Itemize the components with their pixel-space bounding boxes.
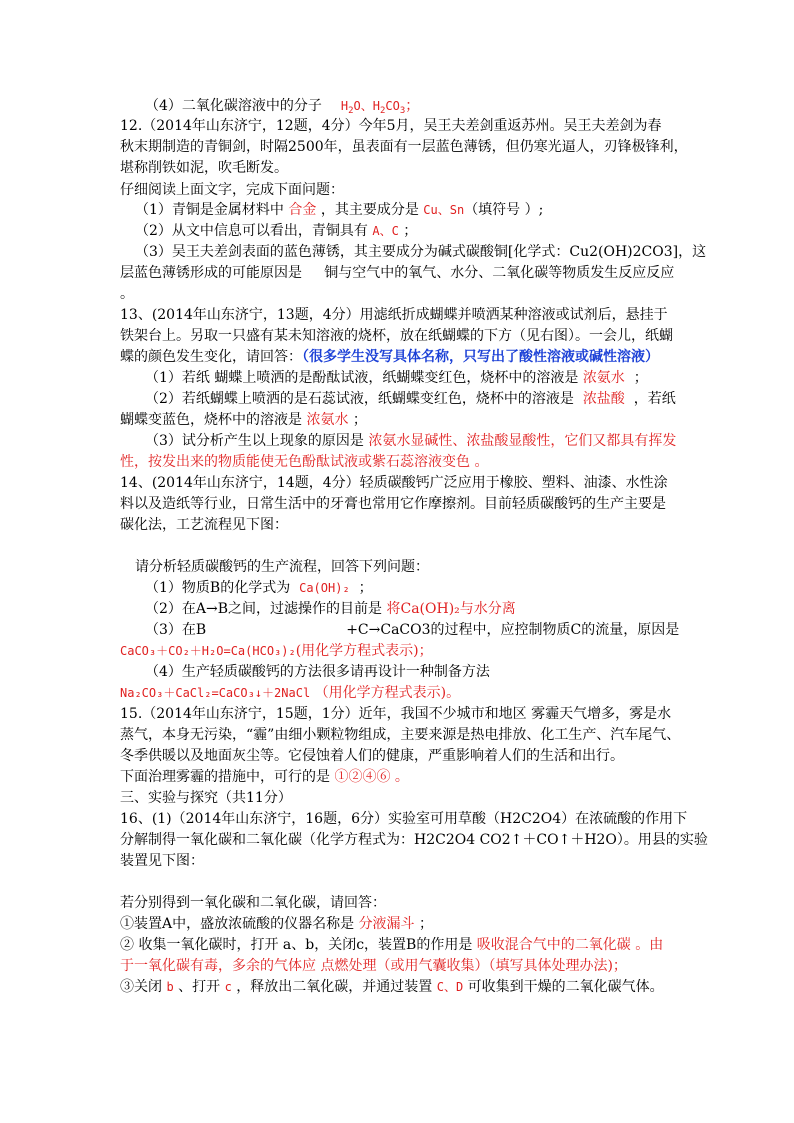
q12-item1-answer1: 合金 (288, 202, 317, 218)
q14-item4: （4）生产轻质碳酸钙的方法很多请再设计一种制备方法 (145, 664, 490, 680)
q15-line4: 下面治理雾霾的措施中，可行的是 ①②④⑥ 。 (120, 769, 409, 785)
q12-item2-answer: A、C (372, 224, 399, 238)
q13-item1: （1）若纸 蝴蝶上喷洒的是酚酞试液，纸蝴蝶变红色，烧杯中的溶液是 浓氨水 ； (145, 370, 648, 386)
section3-title: 三、实验与探究（共11分） (120, 790, 292, 806)
q16-item2-line2: 于一氧化碳有毒，多余的气体应 点燃处理（或用气囊收集）（填写具体处理办法)； (120, 958, 627, 974)
q12-item1: （1）青铜是金属材料中 合金 ，其主要成分是 Cu、Sn（填符号 ）; (135, 202, 544, 218)
q13-item2: （2）若纸蝴蝶上喷洒的是石蕊试液，纸蝴蝶变红色，烧杯中的溶液是 浓盐酸 ，若纸 (145, 391, 676, 407)
q13-item1-answer: 浓氨水 (582, 370, 625, 386)
q13-item3: （3）试分析产生以上现象的原因是 浓氨水显碱性、浓盐酸显酸性，它们又都具有挥发 (145, 433, 677, 449)
q12-line3: 堪称削铁如泥，吹毛断发。 (120, 160, 288, 176)
q14-item2: （2）在A→B之间，过滤操作的目前是 将Ca(OH)₂与水分离 (145, 601, 516, 617)
q11-item4-answer: $H_2O$、$H_2CO_3$ (340, 99, 406, 116)
q16-item3-answer1: b (166, 980, 174, 994)
q16-item1-answer: 分液漏斗 (358, 916, 415, 932)
q16-item2-answer: 吸收混合气中的二氧化碳 (476, 937, 631, 953)
q15-answer: ①②④⑥ (334, 769, 391, 785)
q13-item2-line2: 蝴蝶变蓝色，烧杯中的溶液是 浓氨水 ； (120, 412, 367, 428)
q15-line2: 蒸气，本身无污染，“霾”由细小颗粒物组成，主要来源是热电排放、化工生产、汽车尾气、 (120, 727, 681, 743)
q14-line2: 料以及造纸等行业，日常生活中的牙膏也常用它作摩擦剂。目前轻质碳酸钙的生产主要是 (120, 496, 666, 512)
q16-item2-answer3: 点燃处理（或用气囊收集） (320, 958, 489, 974)
q14-item1: （1）物质B的化学式为 Ca(OH)₂ ； (145, 580, 373, 596)
q13-item2-answer: 浓盐酸 (582, 391, 625, 407)
q14-item1-answer: Ca(OH)₂ (299, 581, 350, 595)
q15-line1: 15.（2014年山东济宁，15题，1分）近年，我国不少城市和地区 雾霾天气增多，雾是水 (120, 706, 672, 722)
q14-item4-line2: Na₂CO₃＋CaCl₂=CaCO₃↓＋2NaCl （用化学方程式表示)。 (120, 685, 461, 701)
q12-line2: 秋末期制造的青铜剑，时隔2500年，虽表面有一层蓝色薄锈，但仍寒光逼人，刃锋极锋利， (120, 139, 688, 155)
q16-item3-answer3: C、D (436, 980, 464, 994)
q12-line4: 仔细阅读上面文字，完成下面问题： (120, 182, 344, 198)
q12-item3-line2: 层蓝色薄锈形成的可能原因是 铜与空气中的氧气、水分、二氧化碳等物质发生反应反应 (120, 265, 675, 281)
q12-item2: （2）从文中信息可以看出，青铜具有 A、C ； (135, 223, 418, 239)
q13-teacher-note: （很多学生没写具体名称，只写出了酸性溶液或碱性溶液） (302, 349, 659, 365)
q16-line1: 16、(1)（2014年山东济宁，16题，6分）实验室可用草酸（H2C2O4）在浓硫酸的作用下 (120, 811, 688, 827)
q14-item3-answer: CaCO₃＋CO₂＋H₂O=Ca(HCO₃)₂ (120, 644, 296, 658)
q14-item2-answer: 将Ca(OH)₂与水分离 (386, 601, 516, 617)
q13-item3-line2: 性，按发出来的物质能使无色酚酞试液或紫石蕊溶液变色 。 (120, 454, 489, 470)
q16-line2: 分解制得一氧化碳和二氧化碳（化学方程式为：H2C2O4 CO2↑＋CO↑＋H2O）。用县的实验 (120, 832, 708, 848)
q16-line4: 若分别得到一氧化碳和二氧化碳，请回答： (120, 895, 386, 911)
q12-item1-answer2: Cu、Sn (423, 203, 465, 217)
q16-item2: ② 收集一氧化碳时，打开 a、b，关闭c，装置B的作用是 吸收混合气中的二氧化碳 。由 (120, 937, 664, 953)
q13-item3-answer2: 性，按发出来的物质能使无色酚酞试液或紫石蕊溶液变色 (120, 454, 470, 470)
q12-item3-line3: 。 (120, 286, 134, 302)
q14-line4: 请分析轻质碳酸钙的生产流程，回答下列问题： (135, 559, 429, 575)
q13-line2: 铁架台上。另取一只盛有某未知溶液的烧杯，放在纸蝴蝶的下方（见右图）。一会儿，纸蝴 (120, 328, 673, 344)
q16-item2-answer2: 于一氧化碳有毒，多余的气体应 (120, 958, 316, 974)
q13-line3: 蝶的颜色发生变化，请回答：（很多学生没写具体名称，只写出了酸性溶液或碱性溶液） (120, 349, 659, 365)
q12-line1: 12.（2014年山东济宁，12题，4分）今年5月，吴王夫差剑重返苏州。吴王夫差剑为春 (120, 118, 662, 134)
q11-item4-text: （4）二氧化碳溶液中的分子 (145, 98, 322, 114)
q16-item1: ①装置A中，盛放浓硫酸的仪器名称是 分液漏斗 ； (120, 916, 434, 932)
q11-item4: （4）二氧化碳溶液中的分子 $H_2O$、$H_2CO_3$； (145, 98, 420, 116)
q12-item3-answer: 铜与空气中的氧气、水分、二氧化碳等物质发生反应反应 (324, 265, 675, 281)
q14-item4-answer: Na₂CO₃＋CaCl₂=CaCO₃↓＋2NaCl (120, 686, 311, 700)
q16-line3: 装置见下图： (120, 853, 204, 869)
q14-item3: （3）在B +C→CaCO3的过程中，应控制物质C的流量，原因是 (145, 622, 680, 638)
q14-line3: 碳化法，工艺流程见下图： (120, 517, 288, 533)
q13-item2-answer2: 浓氨水 (306, 412, 349, 428)
q16-item3: ③关闭 b 、打开 c ，释放出二氧化碳，并通过装置 C、D 可收集到干燥的二氧化碳气体。 (120, 979, 664, 995)
q15-line3: 冬季供暖以及地面灰尘等。它侵蚀着人们的健康，严重影响着人们的生活和出行。 (120, 748, 624, 764)
q14-line1: 14、(2014年山东济宁，14题，4分）轻质碳酸钙广泛应用于橡胶、塑料、油漆、水性涂 (120, 475, 668, 491)
q12-item3-line1: （3）吴王夫差剑表面的蓝色薄锈，其主要成分为碱式碳酸铜[化学式：Cu2(OH)2CO3]，这 (135, 244, 707, 260)
q13-item3-answer: 浓氨水显碱性、浓盐酸显酸性，它们又都具有挥发 (368, 433, 677, 449)
q14-item3-line2: CaCO₃＋CO₂＋H₂O=Ca(HCO₃)₂(用化学方程式表示)； (120, 643, 433, 659)
q13-line1: 13、(2014年山东济宁，13题，4分）用滤纸折成蝴蝶并喷洒某种溶液或试剂后，悬挂于 (120, 307, 668, 323)
q16-item3-answer2: c (224, 980, 232, 994)
